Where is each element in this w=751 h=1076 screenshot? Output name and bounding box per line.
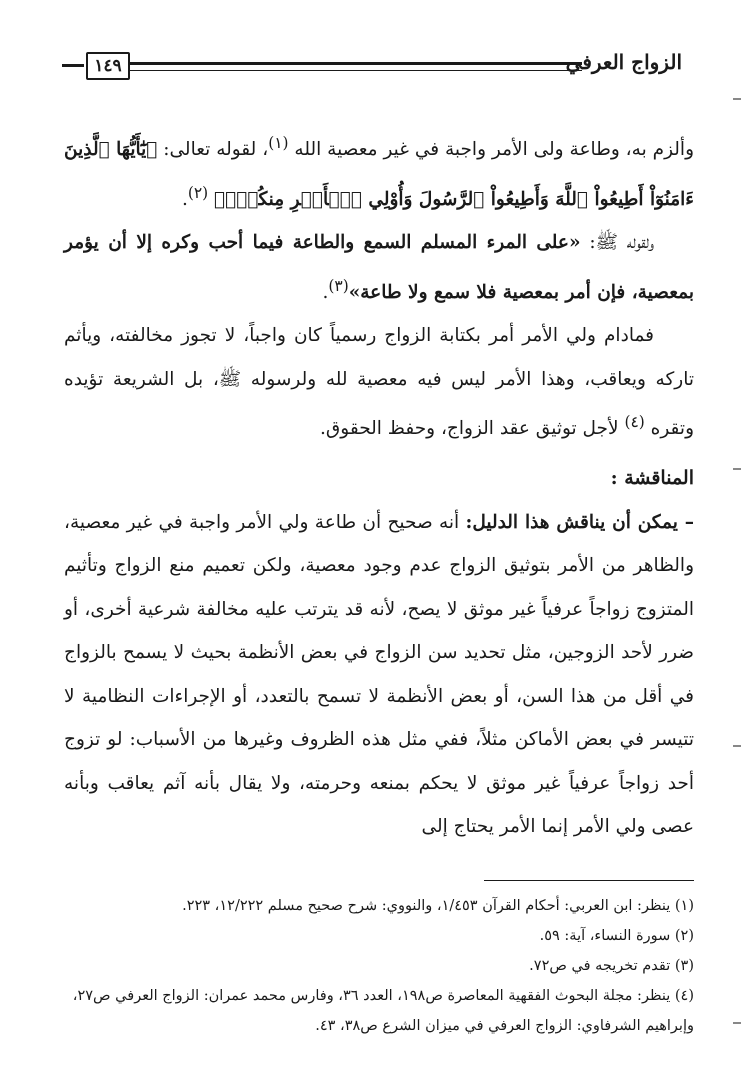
scan-mark <box>733 1022 741 1024</box>
footnote-2: (٢) سورة النساء، آية: ٥٩. <box>539 928 694 944</box>
footnote-ref-2: (٢) <box>187 183 209 202</box>
section-heading: المناقشة : <box>610 467 694 490</box>
main-text <box>64 122 694 849</box>
footnote-1: (١) ينظر: ابن العربي: أحكام القرآن ١/٤٥٣، والنووي: شرح صحيح مسلم ١٢/٢٢٢، ٢٢٣. <box>182 898 694 914</box>
paragraph-1: وألزم به، وطاعة ولى الأمر واجبة في غير معصية الله $^{(١)}$، لقوله تعالى: ﴿يَٰٓأَيُّهَا ٱلَّذِينَ ءَامَنُوٓاْ أَطِيعُواْ ٱللَّهَ وَأَطِيعُواْ ٱلرَّسُولَ وَأُوْلِي ٱلۡأَمۡرِ مِنكُمۡۖ﴾ $^{(٢)}$. <box>64 134 695 210</box>
footnote-separator <box>484 880 694 881</box>
paragraph-3: فمادام ولي الأمر أمر بكتابة الزواج رسمياً كان واجباً، لا تجوز مخالفته، ويأثم تاركه ويعاقب، وهذا الأمر ليس فيه معصية لله ولرسوله ﷺ، بل الشريعة تؤيده وتقره $^{(٤)}$ لأجل توثيق عقد الزواج، وحفظ الحقوق. <box>64 325 694 440</box>
footnotes <box>64 880 694 1041</box>
footnote-3: (٣) تقدم تخريجه في ص٧٢. <box>529 958 694 974</box>
running-title: الزواج العرفي <box>565 50 682 74</box>
footnote-ref-3: (٣) <box>328 276 349 295</box>
scan-mark <box>733 98 741 100</box>
page-number: ١٤٩ <box>86 52 130 80</box>
scan-mark <box>733 468 741 470</box>
header-rule <box>128 62 582 71</box>
footnote-ref-4: (٤) <box>624 413 645 432</box>
footnote-4: (٤) ينظر: مجلة البحوث الفقهية المعاصرة ص١٩٨، العدد ٣٦، وفارس محمد عمران: الزواج العرفي ص٢٧، وإبراهيم الشرفاوي: الزواج العرفي في ميزان الشرع ص٣٨، ٤٣. <box>72 988 694 1034</box>
paragraph-2: ولقوله ﷺ: «على المرء المسلم السمع والطاعة فيما أحب وكره إلا أن يؤمر بمعصية، فإن أمر بمعصية فلا سمع ولا طاعة»$^{(٣)}$. <box>64 232 694 303</box>
footnote-ref-1: (١) <box>268 134 289 152</box>
page-header <box>62 50 682 90</box>
scan-mark <box>733 745 741 747</box>
header-rule-left <box>62 64 84 67</box>
quran-verse: ﴿يَٰٓأَيُّهَا ٱلَّذِينَ ءَامَنُوٓاْ أَطِيعُواْ ٱللَّهَ وَأَطِيعُواْ ٱلرَّسُولَ وَأُوْلِي ٱلۡأَمۡرِ مِنكُمۡۖ﴾ <box>64 139 694 210</box>
hadith-quote: «على المرء المسلم السمع والطاعة فيما أحب وكره إلا أن يؤمر بمعصية، فإن أمر بمعصية فلا سمع ولا طاعة» <box>64 232 694 303</box>
paragraph-4: – يمكن أن يناقش هذا الدليل: أنه صحيح أن طاعة ولي الأمر واجبة في غير معصية، والظاهر من الأمر بتوثيق الزواج عدم وجود معصية، ولكن تعميم منع الزواج وتأثيم المتزوج زواجاً عرفياً غير موثق لا يصح، لأنه قد يترتب عليه مخالفة شرعية أخرى، أو ضرر لأحد الزوجين، مثل تحديد سن الزواج في بعض الأنظمة بحيث لا يسمح بالزواج في أقل من هذا السن، أو بعض الأنظمة لا تسمح بالتعدد، أو الإجراءات النظامية لا تتيسر في بعض الأماكن مثلاً، ففي مثل هذه الظروف وغيرها من الأسباب: لو تزوج أحد زواجاً عرفياً غير موثق لا يحكم بمنعه وحرمته، ولا يقال بأنه آثم يعاقب وبأنه عصى ولي الأمر إنما الأمر يحتاج إلى <box>64 511 694 838</box>
